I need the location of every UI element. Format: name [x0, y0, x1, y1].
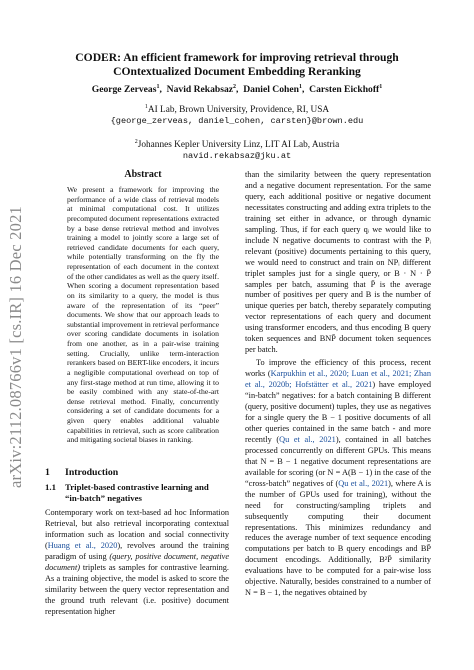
paragraph-text: ) have employed “in-batch” negatives: for a batch containing B different (query, positive document) tuples, they use as negatives for a single query the B − 1 positive documents of all other queries contained in the same batch - and more recently ( [245, 380, 431, 444]
paragraph-italic: (query, positive document, negative document) [45, 551, 229, 572]
citation-link[interactable]: Qu et al., 2021 [338, 478, 389, 488]
author-name: Carsten Eickhoff [309, 84, 380, 95]
title-line-1: CODER: An efficient framework for improving retrieval through [75, 51, 399, 64]
arxiv-id-text: arXiv:2112.08766v1 [cs.IR] 16 Dec 2021 [6, 206, 25, 488]
paragraph-text: ), where A is the number of GPUs used for training), without the need for constructing/sampling triplets and subsequently computing their document representations. This minimizes redundancy and reduces the average number of text sequence encoding computations per batch to B query encodings and BP̄ document encodings. Additionally, B²P̄ similarity evaluations have to be computed for a pair-wise loss objective. Naturally, besides constrained to a number of N = B − 1, the negatives obtained by [245, 478, 431, 598]
section-heading-introduction [45, 467, 118, 478]
affiliation-2 [40, 140, 434, 163]
title-line-2: COntextualized Document Embedding Reranking [113, 65, 361, 78]
citation-link[interactable]: Huang et al., 2020 [47, 540, 118, 550]
affiliation-mark: 1 [144, 103, 148, 110]
section-title: Introduction [65, 467, 119, 478]
subsection-title-line-1: Triplet-based contrastive learning and [65, 482, 209, 492]
affiliation-name: AI Lab, Brown University, Providence, RI, USA [147, 105, 330, 115]
paragraph-text: triplets as samples for contrastive learning. As a training objective, the model is asked to score the similarity between the query vector representation and the ground truth relevant (i.e. positive) document representation higher [45, 562, 229, 616]
affiliation-1 [40, 105, 434, 128]
abstract-text: We present a framework for improving the performance of a wide class of retrieval models at minimal computational cost. It utilizes precomputed document representations extracted by a base dense retrieval method and involves training a model to jointly score a large set of retrieved candidate documents for each query, while potentially transforming on the fly the representation of each document in the context of the other candidates as well as the query itself. When scoring a document representation based on its similarity to a query, the model is thus aware of the representation of its “peer” documents. We show that our approach leads to substantial improvement in retrieval performance over scoring candidate documents in isolation from one another, as in a pair-wise training setting. Crucially, unlike term-interaction rerankers based on BERT-like encoders, it incurs a negligible computational overhead on top of any first-stage method at run time, allowing it to be easily combined with any state-of-the-art dense retrieval method. Finally, concurrently considering a set of candidate documents for a given query enables additional valuable capabilities in retrieval, such as score calibration and mitigating societal biases in ranking. [67, 185, 219, 445]
author-mark: 1 [379, 83, 383, 90]
paper-title [40, 51, 434, 79]
author-name: Daniel Cohen [243, 84, 299, 95]
paragraph-text: ), contained in all batches processed concurrently on different GPUs. This means that N = B − 1 negative document representations are available for scoring (or N = A(B − 1) in the case of the “cross-batch” negatives of ( [245, 434, 432, 488]
paragraph-text: To improve the efficiency of this process, recent works ( [245, 358, 431, 379]
author-mark: 1 [156, 83, 160, 90]
subsection-number: 1.1 [45, 482, 56, 492]
affiliation-mark: 2 [134, 138, 138, 145]
right-paragraph-1: than the similarity between the query representation and a negative document representation. For the same query, each additional positive or negative document necessitates constructing and adding extra triplets to the training set either in advance, or through dynamic sampling. Thus, if for each query qᵢ we would like to include N negative documents to contrast with the Pᵢ relevant (positive) documents pertaining to this query, we would need to construct and train on NPᵢ different triplet samples just for a single query, or B · N · P̄ samples per batch, assuming that P̄ is the average number of positives per query and B is the number of unique queries per batch, thereby separately computing vector representations of each query and document using transformer encoders, and thus encoding B query token sequences and BNP̄ document token sequences per batch. [245, 170, 431, 355]
intro-paragraph [45, 508, 229, 618]
right-paragraph-2 [245, 358, 431, 599]
right-column [245, 170, 431, 599]
affiliation-name: Johannes Kepler University Linz, LIT AI Lab, Austria [137, 140, 340, 150]
paragraph-text: Contemporary work on text-based ad hoc Information Retrieval, but also retrieval incorporating contextual information such as location and social connectivity ( [45, 508, 229, 550]
author-mark: 1 [298, 83, 302, 90]
author-name: Navid Rekabsaz [166, 84, 234, 95]
affiliation-email[interactable]: navid.rekabsaz@jku.at [182, 151, 292, 162]
author-mark: 2 [233, 83, 237, 90]
citation-link[interactable]: Karpukhin et al., 2020; Luan et al., 2021; Zhan et al., 2020b; Hofstätter et al., 2021 [245, 369, 431, 390]
arxiv-identifier [3, 182, 29, 512]
abstract-heading: Abstract [124, 169, 162, 180]
paragraph-text: ), revolves around the training paradigm of using [45, 540, 229, 561]
subsection-title-line-2: “in-batch” negatives [65, 493, 142, 503]
citation-link[interactable]: Qu et al., 2021 [279, 434, 336, 444]
section-number: 1 [45, 467, 50, 478]
author-list: George Zerveas$^1$, Navid Rekabsaz$^2$, Daniel Cohen$^1$, Carsten Eickhoff$^1$ [91, 83, 383, 95]
affiliation-email[interactable]: {george_zerveas, daniel_cohen, carsten}@brown.edu [110, 116, 364, 127]
author-name: George Zerveas [91, 84, 157, 95]
subsection-heading [45, 482, 225, 504]
